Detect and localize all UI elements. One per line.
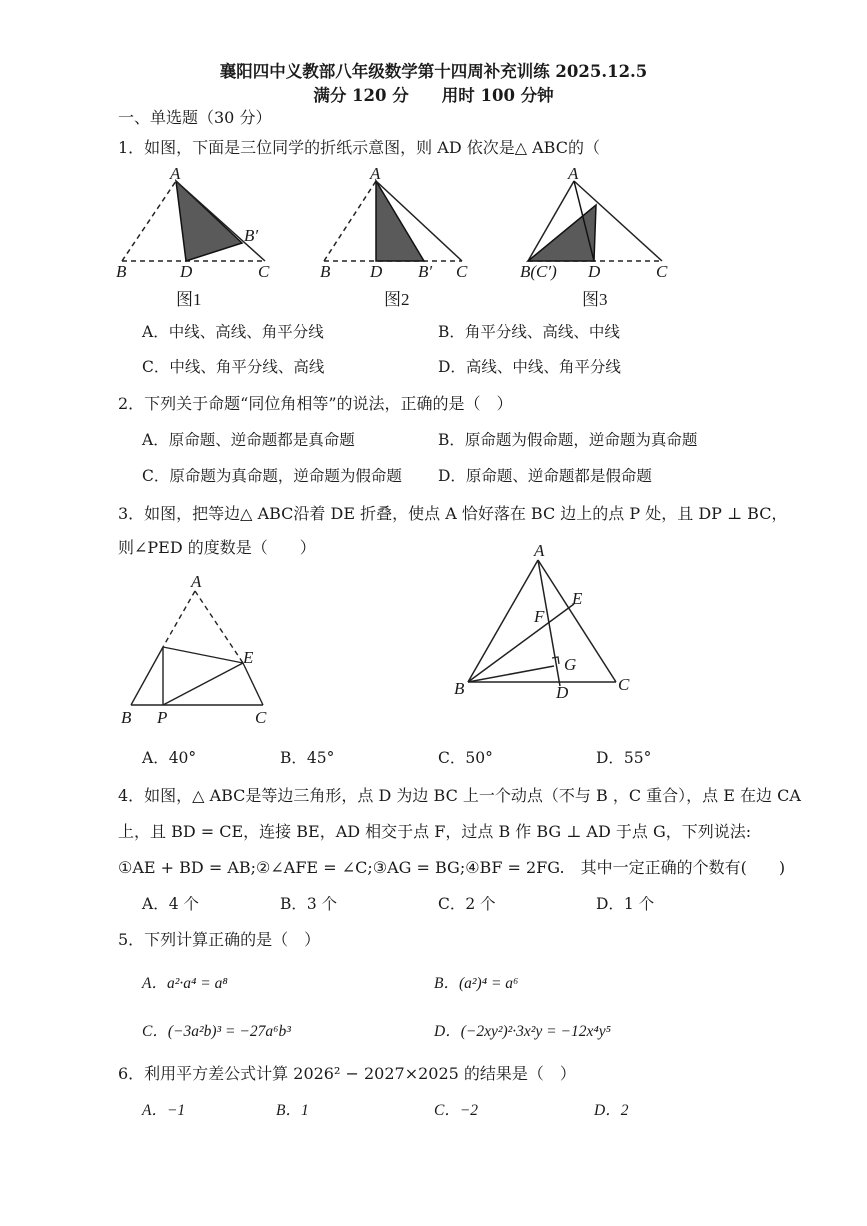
q3l-label-b: B bbox=[121, 708, 132, 727]
q5-option-b: B．(a²)⁴ = a⁶ bbox=[434, 975, 519, 992]
q3-figure-left bbox=[115, 572, 285, 727]
q3r-label-b: B bbox=[454, 679, 465, 698]
q6-option-a: A．−1 bbox=[142, 1102, 186, 1119]
fig2-label-b: B bbox=[320, 262, 331, 281]
q1-figure-3 bbox=[512, 165, 682, 315]
q3-stem-line1: 3．如图，把等边△ ABC沿着 DE 折叠，使点 A 恰好落在 BC 边上的点 P 处，且 DP ⊥ BC， bbox=[118, 504, 788, 523]
fig1-caption: 图1 bbox=[176, 290, 202, 309]
q4-option-a: A．4 个 bbox=[142, 895, 199, 913]
q1-option-c: C．中线、角平分线、高线 bbox=[142, 358, 325, 376]
q3-option-b: B．45° bbox=[280, 749, 335, 767]
q3-option-a: A．40° bbox=[142, 749, 197, 767]
q5-option-d: D．(−2xy²)²·3x²y = −12x⁴y⁵ bbox=[434, 1023, 612, 1040]
q6-option-b: B．1 bbox=[276, 1102, 309, 1119]
q3r-label-c: C bbox=[618, 675, 630, 694]
q3-figure-right bbox=[448, 540, 648, 710]
fig3-label-a: A bbox=[568, 164, 579, 183]
fig3-label-bc: B(C′) bbox=[520, 262, 557, 281]
fig1-label-bprime: B′ bbox=[244, 226, 259, 245]
q3r-label-d: D bbox=[556, 683, 569, 702]
section-heading: 一、单选题（30 分） bbox=[118, 108, 272, 127]
fig2-label-a: A bbox=[370, 164, 381, 183]
q3r-label-e: E bbox=[572, 589, 583, 608]
q2-option-b: B．原命题为假命题，逆命题为真命题 bbox=[438, 431, 698, 449]
q1-stem: 1．如图，下面是三位同学的折纸示意图，则 AD 依次是△ ABC的（ bbox=[118, 138, 600, 157]
fig2-caption: 图2 bbox=[384, 290, 410, 309]
fig3-label-c: C bbox=[656, 262, 668, 281]
q6-option-d: D．2 bbox=[594, 1102, 629, 1119]
page-subtitle: 满分 120 分 用时 100 分钟 bbox=[313, 86, 554, 105]
q3l-label-p: P bbox=[157, 708, 168, 727]
q6-stem: 6．利用平方差公式计算 2026² − 2027×2025 的结果是（ ） bbox=[118, 1064, 576, 1083]
fig2-label-d: D bbox=[370, 262, 383, 281]
q2-option-d: D．原命题、逆命题都是假命题 bbox=[438, 467, 652, 485]
q2-stem: 2．下列关于命题“同位角相等”的说法，正确的是（ ） bbox=[118, 394, 513, 413]
q3l-label-a: A bbox=[191, 572, 202, 591]
q1-figure-2 bbox=[312, 165, 482, 315]
fig3-label-d: D bbox=[588, 262, 601, 281]
q4-stem-line2: 上，且 BD = CE，连接 BE，AD 相交于点 F，过点 B 作 BG ⊥ AD 于点 G，下列说法: bbox=[118, 822, 752, 841]
q4-option-d: D．1 个 bbox=[596, 895, 655, 913]
q3r-label-a: A bbox=[534, 541, 545, 560]
q5-option-a: A．a²·a⁴ = a⁸ bbox=[142, 975, 228, 992]
q3r-label-f: F bbox=[534, 607, 545, 626]
page-title: 襄阳四中义教部八年级数学第十四周补充训练 2025.12.5 bbox=[219, 62, 648, 81]
q2-option-c: C．原命题为真命题，逆命题为假命题 bbox=[142, 467, 402, 485]
q4-option-c: C．2 个 bbox=[438, 895, 496, 913]
fig3-caption: 图3 bbox=[582, 290, 608, 309]
q4-stem-line3: ①AE + BD = AB;②∠AFE = ∠C;③AG = BG;④BF = 2FG. 其中一定正确的个数有( ) bbox=[118, 858, 786, 877]
q1-option-b: B．角平分线、高线、中线 bbox=[438, 323, 620, 341]
q1-option-a: A．中线、高线、角平分线 bbox=[142, 323, 324, 341]
q1-figure-1 bbox=[110, 165, 280, 315]
q5-stem: 5．下列计算正确的是（ ） bbox=[118, 930, 321, 949]
q3-stem-line2: 则∠PED 的度数是（ ） bbox=[118, 538, 316, 557]
q3-option-d: D．55° bbox=[596, 749, 652, 767]
q3l-label-e: E bbox=[243, 648, 254, 667]
q3r-label-g: G bbox=[564, 655, 577, 674]
q4-option-b: B．3 个 bbox=[280, 895, 338, 913]
fig1-label-c: C bbox=[258, 262, 270, 281]
fig2-label-c: C bbox=[456, 262, 468, 281]
q5-option-c: C．(−3a²b)³ = −27a⁶b³ bbox=[142, 1023, 291, 1040]
fig1-label-b: B bbox=[116, 262, 127, 281]
q2-option-a: A．原命题、逆命题都是真命题 bbox=[142, 431, 355, 449]
fig1-label-a: A bbox=[170, 164, 181, 183]
fig2-label-bprime: B′ bbox=[418, 262, 433, 281]
q3-option-c: C．50° bbox=[438, 749, 493, 767]
q4-stem-line1: 4．如图，△ ABC是等边三角形，点 D 为边 BC 上一个动点（不与 B ，C 重合），点 E 在边 CA bbox=[118, 786, 801, 805]
fig1-label-d: D bbox=[180, 262, 193, 281]
q6-option-c: C．−2 bbox=[434, 1102, 479, 1119]
q1-option-d: D．高线、中线、角平分线 bbox=[438, 358, 621, 376]
q3l-label-c: C bbox=[255, 708, 267, 727]
